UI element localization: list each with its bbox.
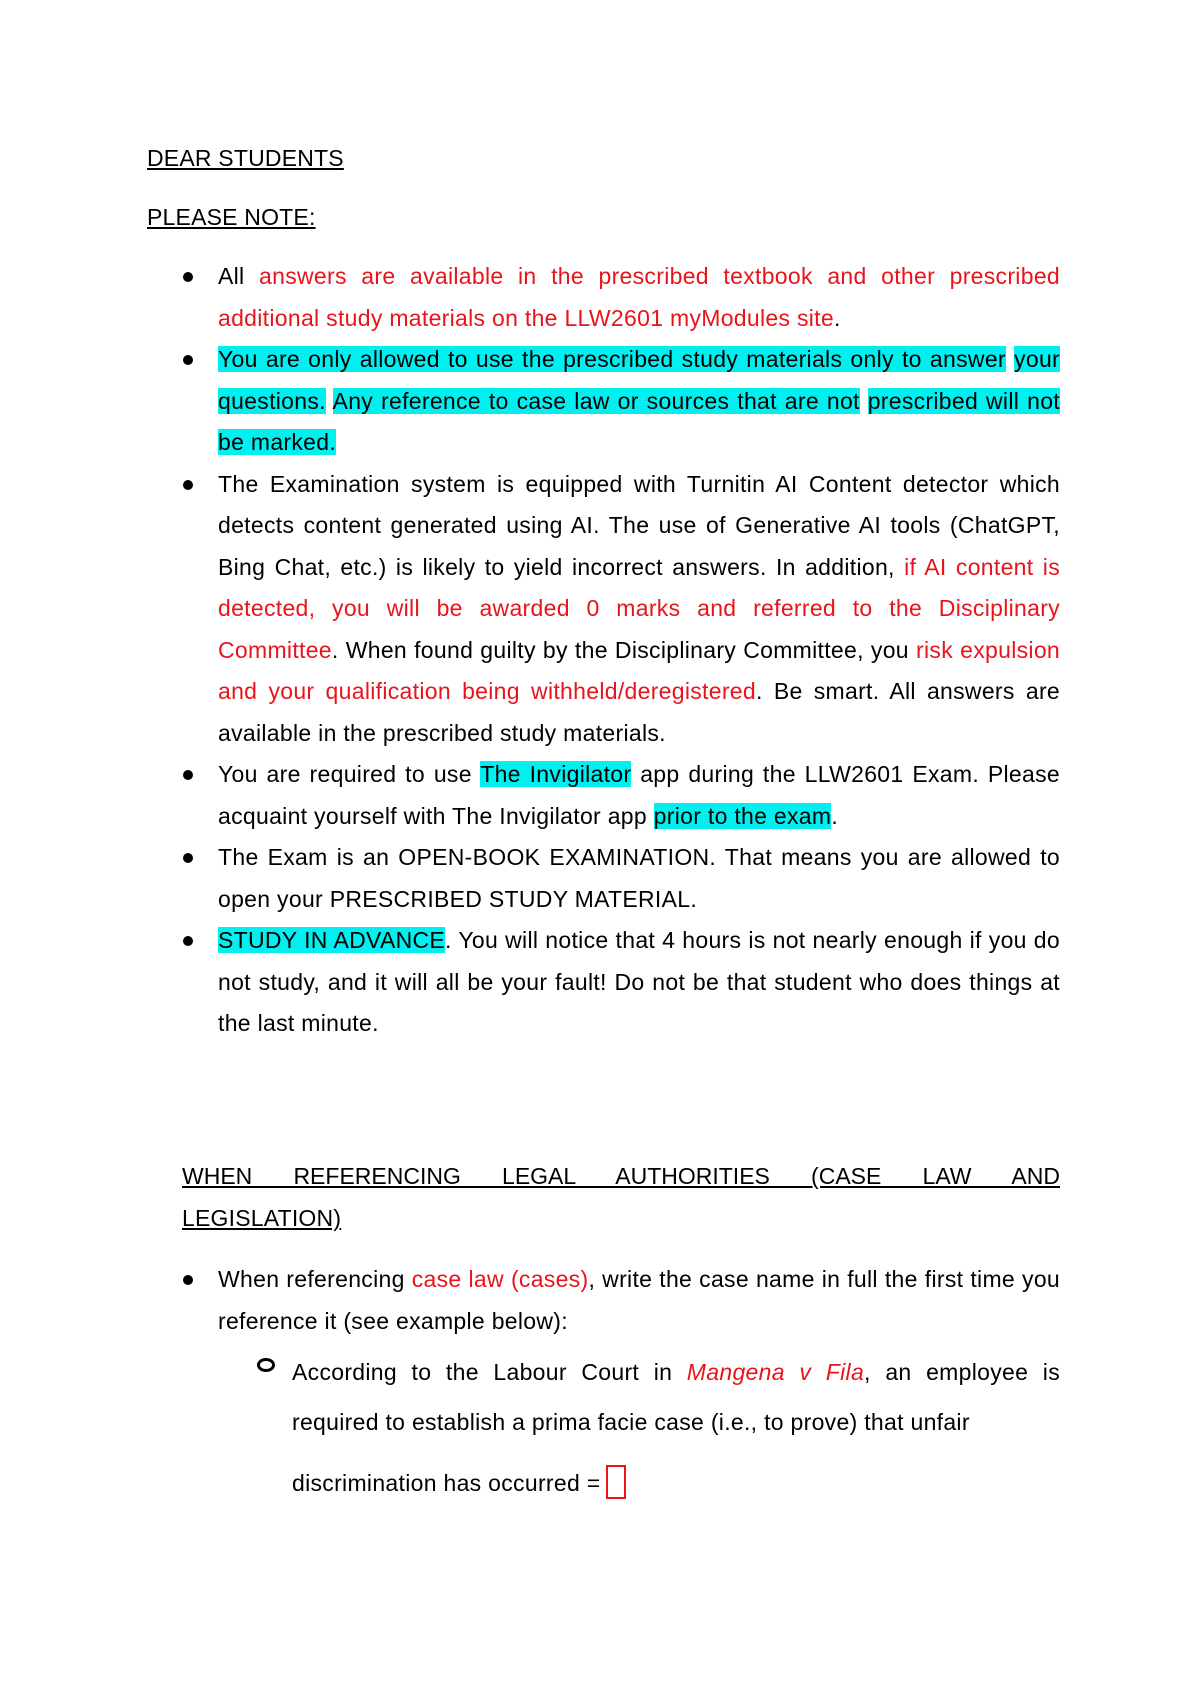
emphasis-text: answers are available in the prescribed textbook and other prescribed additional study materials on the LLW2601 myModules site: [218, 263, 1060, 331]
emphasis-text: risk expulsion and your qualification being withheld/deregistered: [218, 636, 1060, 704]
example-list: [255, 1357, 1060, 1503]
highlighted-text: Any reference to case law or sources that are not: [332, 387, 860, 414]
notice-list: [180, 256, 1060, 1045]
list-item: STUDY IN ADVANCE. You will notice that 4 hours is not nearly enough if you do not study, and it will all be your fault! Do not be that student who does things at the last minute.: [180, 920, 1060, 1045]
list-item: The Examination system is equipped with Turnitin AI Content detector which detects content generated using AI. The use of Generative AI tools (ChatGPT, Bing Chat, etc.) is likely to yield incorrect answers. In addition, if AI content is detected, you will be awarded 0 marks and referred to the Disciplinary Committee. When found guilty by the Disciplinary Committee, you risk expulsion and your qualification being withheld/deregistered. Be smart. All answers are available in the prescribed study materials.: [180, 464, 1060, 755]
highlighted-text: your questions.: [218, 346, 1060, 414]
list-item: According to the Labour Court in Mangena v Fila, an employee is required to establish a prima facie case (i.e., to prove) that unfair discrimination has occurred =: [255, 1347, 1060, 1503]
list-item: When referencing case law (cases), write the case name in full the first time you reference it (see example below):: [180, 1259, 1060, 1342]
missing-glyph-box: [606, 1465, 626, 1499]
highlighted-text: prior to the exam: [653, 802, 832, 829]
highlighted-text: The Invigilator: [480, 761, 632, 787]
emphasis-text: case law (cases): [411, 1266, 589, 1292]
greeting-heading: DEAR STUDENTS: [147, 145, 344, 171]
list-item: The Exam is an OPEN-BOOK EXAMINATION. That means you are allowed to open your PRESCRIBED STUDY MATERIAL.: [180, 837, 1060, 920]
section-heading: WHEN REFERENCING LEGAL AUTHORITIES (CASE LAW AND: [182, 1163, 1060, 1189]
section-heading-continued: LEGISLATION): [182, 1205, 342, 1231]
list-item: You are required to use The Invigilator app during the LLW2601 Exam. Please acquaint yourself with The Invigilator app prior to the exam.: [180, 754, 1060, 837]
highlighted-text: STUDY IN ADVANCE: [218, 927, 446, 953]
referencing-list: [180, 1259, 1060, 1342]
list-item: All answers are available in the prescribed textbook and other prescribed additional study materials on the LLW2601 myModules site.: [180, 256, 1060, 339]
highlighted-text: prescribed will not be marked.: [218, 387, 1060, 455]
case-name: Mangena v Fila: [686, 1359, 865, 1385]
emphasis-text: if AI content is detected, you will be awarded 0 marks and referred to the Disciplinary Committee: [218, 553, 1060, 663]
please-note-heading: PLEASE NOTE:: [147, 204, 316, 230]
list-item: [180, 339, 1060, 464]
highlighted-text: You are only allowed to use the prescribed study materials only to answer: [218, 346, 1006, 372]
